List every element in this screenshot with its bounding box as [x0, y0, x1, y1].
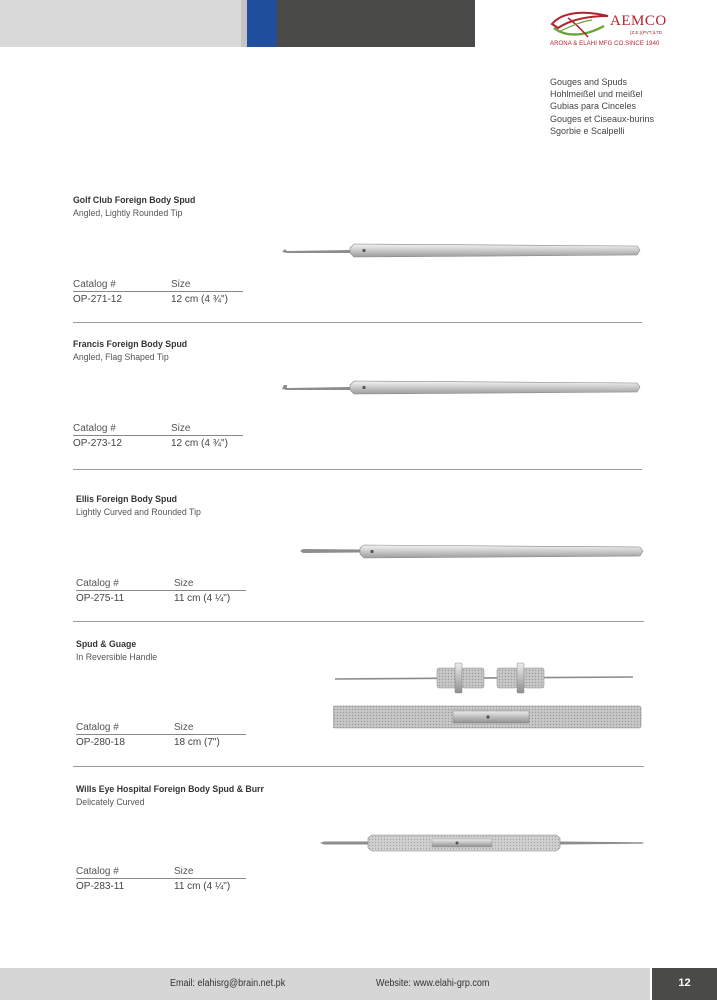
header-bar-dark [277, 0, 475, 47]
product-subtitle: Lightly Curved and Rounded Tip [76, 507, 201, 518]
catalog-row [76, 591, 246, 607]
catalog-number: OP-283-11 [76, 881, 125, 892]
product-subtitle: In Reversible Handle [76, 652, 158, 663]
spud-instrument-icon [282, 377, 642, 397]
catalog-header: Catalog # [76, 578, 119, 589]
catalog-row [76, 879, 246, 895]
category-item: Hohlmeißel und meißel [550, 89, 643, 100]
catalog-table-header [73, 277, 243, 292]
section-divider [73, 766, 644, 767]
catalog-table [76, 720, 246, 751]
category-list [550, 76, 654, 137]
product-block [76, 784, 646, 892]
spud-gauge-handle-icon [333, 660, 643, 730]
catalog-number: OP-275-11 [76, 593, 125, 604]
spud-instrument-icon [282, 240, 642, 260]
product-block [73, 339, 643, 449]
size-value: 11 cm (4 ¼") [174, 881, 231, 892]
company-logo [548, 8, 688, 50]
spud-burr-instrument-icon [320, 832, 645, 854]
size-header: Size [171, 279, 191, 290]
footer-bar [0, 968, 650, 1000]
size-header: Size [174, 578, 194, 589]
product-block [76, 494, 646, 604]
footer-email[interactable]: Email: elahisrg@brain.net.pk [170, 978, 286, 989]
leaf-logo-icon [548, 10, 610, 40]
spud-instrument-icon [300, 541, 645, 561]
page-number-box [652, 968, 717, 1000]
catalog-row [73, 292, 243, 308]
catalog-table [73, 421, 243, 452]
logo-name: AEMCO [610, 13, 667, 29]
catalog-number: OP-271-12 [73, 294, 122, 305]
product-subtitle: Angled, Lightly Rounded Tip [73, 208, 183, 219]
catalog-row [73, 436, 243, 452]
product-title: Ellis Foreign Body Spud [76, 494, 178, 505]
catalog-header: Catalog # [73, 423, 116, 434]
catalog-table-header [76, 720, 246, 735]
size-value: 12 cm (4 ¾") [171, 438, 228, 449]
size-value: 12 cm (4 ¾") [171, 294, 228, 305]
catalog-number: OP-280-18 [76, 737, 125, 748]
section-divider [73, 621, 644, 622]
product-title: Wills Eye Hospital Foreign Body Spud & Burr [76, 784, 264, 795]
catalog-row [76, 735, 246, 751]
catalog-table-header [76, 864, 246, 879]
size-value: 11 cm (4 ¼") [174, 593, 231, 604]
product-subtitle: Delicately Curved [76, 797, 145, 808]
header-bar-gray [0, 0, 241, 47]
product-title: Francis Foreign Body Spud [73, 339, 188, 350]
catalog-table-header [76, 576, 246, 591]
footer-website[interactable]: Website: www.elahi-grp.com [376, 978, 490, 989]
product-title: Golf Club Foreign Body Spud [73, 195, 196, 206]
logo-tagline: ARONA & ELAHI MFG CO.SINCE 1940 [550, 41, 660, 47]
catalog-table-header [73, 421, 243, 436]
catalog-header: Catalog # [76, 866, 119, 877]
category-item: Sgorbie e Scalpelli [550, 125, 625, 136]
catalog-table [76, 864, 246, 895]
section-divider [73, 322, 642, 323]
category-item: Gouges and Spuds [550, 77, 628, 87]
size-header: Size [174, 866, 194, 877]
page-number: 12 [678, 977, 691, 989]
catalog-header: Catalog # [76, 722, 119, 733]
size-header: Size [174, 722, 194, 733]
logo-subtitle: (Z.E.)(PVT.)LTD. [630, 30, 664, 35]
section-divider [73, 469, 642, 470]
product-title: Spud & Guage [76, 639, 137, 650]
size-header: Size [171, 423, 191, 434]
category-item: Gouges et Ciseaux-burins [550, 113, 655, 124]
category-item: Gubias para Cinceles [550, 101, 637, 112]
catalog-header: Catalog # [73, 279, 116, 290]
catalog-number: OP-273-12 [73, 438, 122, 449]
product-block [73, 195, 643, 305]
catalog-table [73, 277, 243, 308]
header-bar-blue [247, 0, 277, 47]
size-value: 18 cm (7") [174, 737, 220, 748]
product-subtitle: Angled, Flag Shaped Tip [73, 352, 169, 363]
catalog-table [76, 576, 246, 607]
